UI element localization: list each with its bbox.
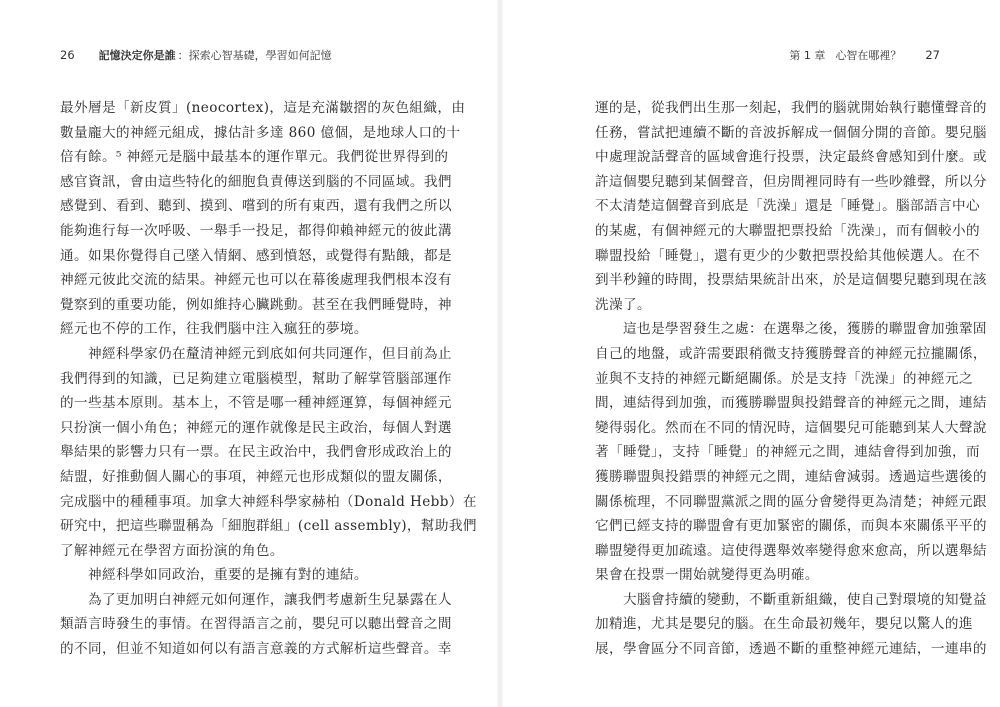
text-line: 能夠進行每一次呼吸、一舉手一投足，都得仰賴神經元的彼此溝 (60, 222, 452, 239)
text-line: 的一些基本原則。基本上，不管是哪一種神經運算，每個神經元 (60, 395, 452, 412)
text-line: 通。如果你覺得自己墜入情網、感到憤怒，或覺得有點餓，都是 (60, 247, 452, 264)
text-line: 神經科學家仍在釐清神經元到底如何共同運作，但目前為止 (88, 345, 452, 362)
text-line: 著「睡覺」，支持「睡覺」的神經元之間，連結會得到加強，而 (595, 444, 981, 461)
book-subtitle: ：探索心智基礎，學習如何記憶 (177, 49, 332, 62)
text-line: 到半秒鐘的時間，投票結果統計出來，於是這個嬰兒聽到現在該 (595, 272, 987, 289)
text-line: 許這個嬰兒聽到某個聲音，但房間裡同時有一些吵雜聲，所以分 (595, 173, 987, 190)
text-line: 加精進，尤其是嬰兒的腦。在生命最初幾年，嬰兒以驚人的進 (595, 616, 973, 633)
text-line: 完成腦中的種種事項。加拿大神經科學家赫柏（Donald Hebb）在 (60, 493, 477, 510)
text-line: 結盟，好推動個人關心的事項，神經元也形成類似的盟友關係， (60, 468, 452, 485)
text-line: 的某處，有個神經元的大聯盟把票投給「洗澡」，而有個較小的 (595, 222, 981, 239)
chapter-title: 心智在哪裡？ (835, 49, 902, 62)
text-line: 它們已經支持的聯盟會有更加緊密的關係，而與本來關係平平的 (595, 518, 987, 535)
text-line: 洗澡了。 (595, 296, 651, 313)
text-line: 數量龐大的神經元組成，據估計多達 860 億個，是地球人口的十 (60, 124, 461, 141)
text-line: 自己的地盤，或許需要跟稍微支持獲勝聲音的神經元拉攏關係， (595, 345, 987, 362)
text-line: 感官資訊，會由這些特化的細胞負責傳送到腦的不同區域。我們 (60, 173, 452, 190)
text-line: 經元也不停的工作，往我們腦中注入瘋狂的夢境。 (60, 321, 368, 338)
book-title: 記憶決定你是誰 (98, 49, 176, 62)
text-line: 類語言時發生的事情。在習得語言之前，嬰兒可以聽出聲音之間 (60, 616, 452, 633)
text-line: 運的是，從我們出生那一刻起，我們的腦就開始執行聽懂聲音的 (595, 100, 987, 116)
text-line: 間，連結得到加強，而獲勝聯盟與投錯聲音的神經元之間，連結 (595, 395, 987, 412)
text-line: 關係梳理，不同聯盟黨派之間的區分會變得更為清楚；神經元跟 (595, 493, 987, 510)
left-page-header (60, 47, 332, 63)
text-line: 只扮演一個小角色；神經元的運作就像是民主政治，每個人對選 (60, 419, 452, 436)
text-line: 研究中，把這些聯盟稱為「細胞群組」(cell assembly)，幫助我們 (60, 518, 477, 535)
chapter-label: 第 1 章 (789, 49, 826, 62)
text-line: 聯盟投給「睡覺」，還有更少的少數把票投給其他候選人。在不 (595, 247, 981, 264)
text-line: 感覺到、看到、聽到、摸到、嚐到的所有東西，還有我們之所以 (60, 198, 452, 215)
text-line: 變得弱化。然而在不同的情況時，這個嬰兒可能聽到某人大聲說 (595, 419, 987, 436)
text-line: 獲勝聯盟與投錯票的神經元之間，連結會減弱。透過這些選後的 (595, 468, 987, 485)
right-page-header (789, 47, 940, 63)
text-line: 展，學會區分不同音節，透過不斷的重整神經元連結，一連串的 (595, 641, 987, 658)
text-line: 中處理說話聲音的區域會進行投票，決定最終會感知到什麼。或 (595, 149, 987, 166)
text-line: 倍有餘。⁵ 神經元是腦中最基本的運作單元。我們從世界得到的 (60, 149, 449, 166)
text-line: 聯盟變得更加疏遠。這使得選舉效率變得愈來愈高，所以選舉結 (595, 542, 987, 559)
text-line: 並與不支持的神經元斷絕關係。於是支持「洗澡」的神經元之 (595, 370, 973, 387)
text-line: 最外層是「新皮質」(neocortex)，這是充滿皺摺的灰色組織，由 (60, 100, 466, 116)
right-page (500, 0, 1000, 707)
text-line: 任務，嘗試把連續不斷的音波拆解成一個個分開的音節。嬰兒腦 (595, 124, 987, 141)
right-page-body (595, 96, 987, 662)
text-line: 神經科學如同政治，重要的是擁有對的連結。 (88, 567, 368, 584)
left-page-body (60, 96, 477, 662)
text-line: 了解神經元在學習方面扮演的角色。 (60, 542, 284, 559)
text-line: 神經元彼此交流的結果。神經元也可以在幕後處理我們根本沒有 (60, 272, 452, 289)
text-line: 我們得到的知識，已足夠建立電腦模型，幫助了解掌管腦部運作 (60, 370, 452, 387)
left-page-number: 26 (60, 48, 75, 62)
text-line: 的不同，但並不知道如何以有語言意義的方式解析這些聲音。幸 (60, 641, 452, 658)
text-line: 果會在投票一開始就變得更為明確。 (595, 567, 819, 584)
text-line: 不太清楚這個聲音到底是「洗澡」還是「睡覺」。腦部語言中心 (595, 198, 981, 215)
text-line: 舉結果的影響力只有一票。在民主政治中，我們會形成政治上的 (60, 444, 452, 461)
text-line: 為了更加明白神經元如何運作，讓我們考慮新生兒暴露在人 (88, 591, 452, 608)
text-line: 大腦會持續的變動，不斷重新組織，使自己對環境的知覺益 (623, 591, 987, 608)
right-page-number: 27 (925, 48, 940, 62)
text-line: 覺察到的重要功能，例如維持心臟跳動。甚至在我們睡覺時，神 (60, 296, 452, 313)
text-line: 這也是學習發生之處：在選舉之後，獲勝的聯盟會加強鞏固 (623, 321, 987, 338)
